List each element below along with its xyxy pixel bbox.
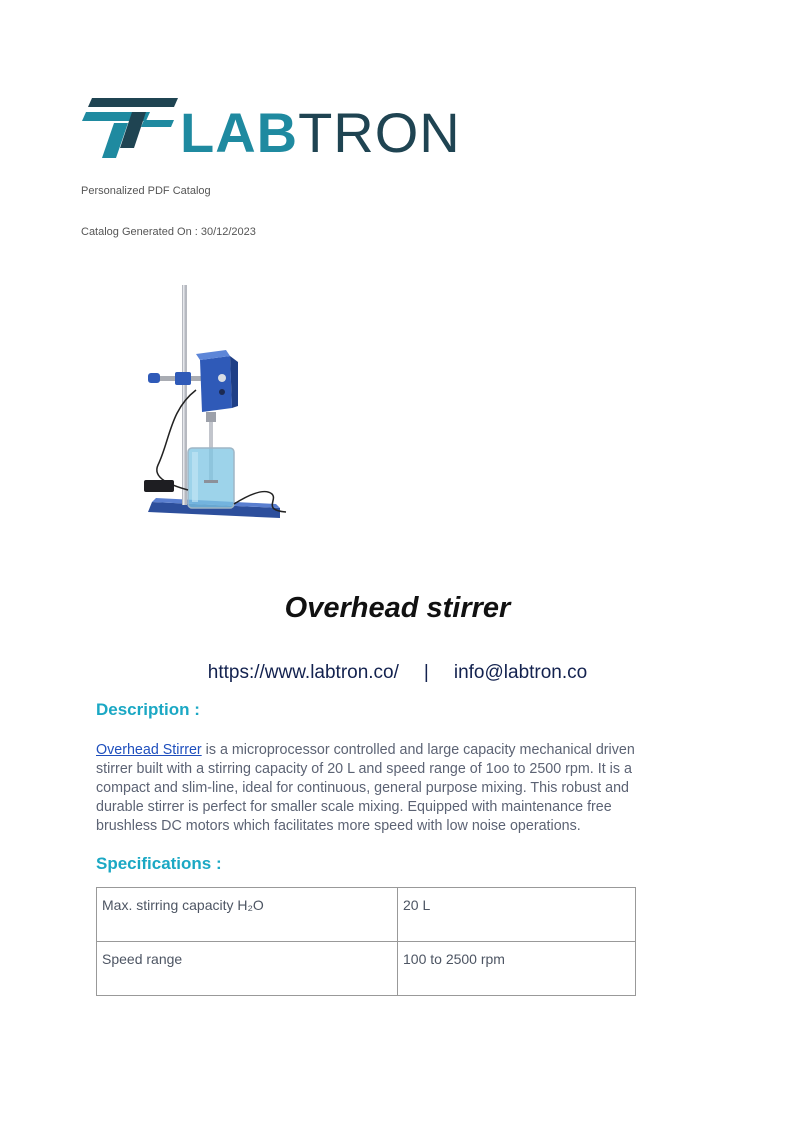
contact-line: [0, 662, 795, 684]
spec-value: 20 L: [398, 888, 636, 942]
catalog-date: Catalog Generated On : 30/12/2023: [81, 226, 256, 238]
specifications-table: [96, 887, 636, 996]
table-row: [97, 942, 636, 996]
overhead-stirrer-image: [130, 280, 300, 530]
logo-brand-light: TRON: [298, 101, 461, 164]
product-title: Overhead stirrer: [284, 592, 511, 624]
website-link[interactable]: https://www.labtron.co/: [207, 662, 399, 683]
spec-label: Max. stirring capacity H₂O: [97, 888, 398, 942]
logo-wordmark: [180, 103, 461, 163]
product-link[interactable]: Overhead Stirrer: [96, 742, 202, 758]
catalog-label: Personalized PDF Catalog: [81, 185, 211, 197]
contact-separator: |: [423, 662, 429, 683]
description-heading: Description :: [96, 700, 200, 719]
email-link[interactable]: info@labtron.co: [453, 662, 588, 683]
spec-value: 100 to 2500 rpm: [398, 942, 636, 996]
spec-label: Speed range: [97, 942, 398, 996]
description-text: [96, 741, 636, 836]
logo-brand-bold: LAB: [180, 101, 299, 164]
description-body: is a microprocessor controlled and large capacity mechanical driven stirrer built with a stirring capacity of 20 L and speed range of 1oo to 2500 rpm. It is a compact and slim-line, ideal for continuous, general purpose mixing. This robust and durable stirrer is perfect for smaller scale mixing. Equipped with maintenance free brushless DC motors which facilitates more speed with low noise operations.: [96, 742, 635, 834]
table-row: [97, 888, 636, 942]
specifications-heading: Specifications :: [96, 854, 222, 873]
